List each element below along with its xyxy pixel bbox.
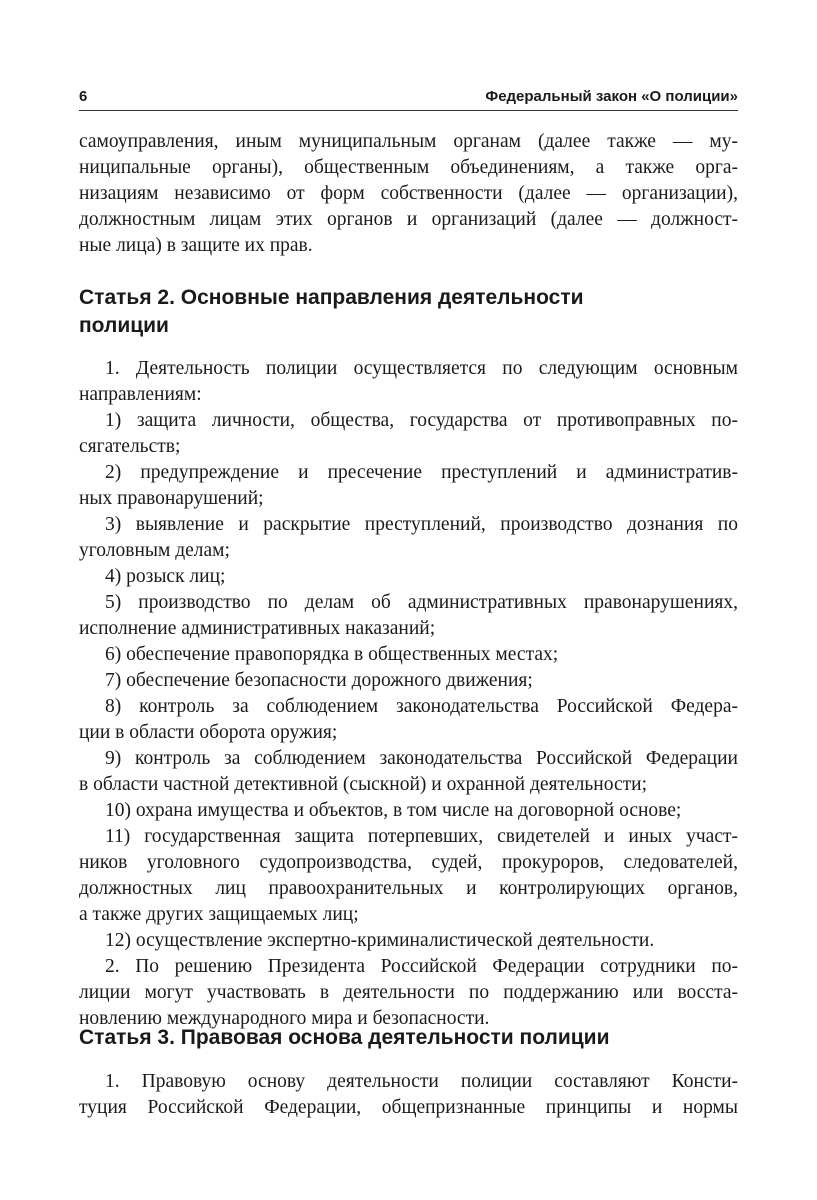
text-line: ниципальные органы), общественным объединениям, а также орга- [79,157,738,178]
text-line: 7) обеспечение безопасности дорожного движения; [105,670,533,691]
text-line: сягательств; [79,436,181,457]
text-line: 5) производство по делам об административных правонарушениях, [105,592,738,613]
text-line: 12) осуществление экспертно-криминалистической деятельности. [105,930,655,951]
header-rule [79,110,738,111]
text-line: в области частной детективной (сыскной) и охранной деятельности; [79,774,647,795]
text-line: 2. По решению Президента Российской Федерации сотрудники по- [105,956,738,977]
intro-paragraph [79,129,738,259]
text-line: а также других защищаемых лиц; [79,904,359,925]
text-line: самоуправления, иным муниципальным органам (далее также — му- [79,131,738,152]
running-header [79,88,738,110]
running-title: Федеральный закон «О полиции» [485,88,738,105]
text-line: низациям независимо от форм собственности (далее — организации), [79,183,738,204]
heading-line: Статья 3. Правовая основа деятельности полиции [79,1026,610,1049]
text-line: направлениям: [79,384,202,405]
text-line: ных правонарушений; [79,488,264,509]
text-line: 1) защита личности, общества, государства от противоправных по- [105,410,738,431]
text-line: 2) предупреждение и пресечение преступлений и административ- [105,462,738,483]
text-line: ции в области оборота оружия; [79,722,338,743]
article-3-body [79,1069,738,1121]
text-line: 1. Деятельность полиции осуществляется по следующим основным [105,358,738,379]
text-line: 1. Правовую основу деятельности полиции составляют Консти- [105,1071,738,1092]
text-line: 11) государственная защита потерпевших, свидетелей и иных участ- [105,826,738,847]
text-line: 10) охрана имущества и объектов, в том числе на договорной основе; [105,800,682,821]
heading-line: полиции [79,314,169,337]
text-line: исполнение административных наказаний; [79,618,436,639]
text-line: туция Российской Федерации, общепризнанные принципы и нормы [79,1097,738,1118]
text-line: новлению международного мира и безопасности. [79,1008,490,1029]
article-2-body [79,356,738,1032]
text-line: ников уголовного судопроизводства, судей, прокуроров, следователей, [79,852,738,873]
heading-line: Статья 2. Основные направления деятельности [79,286,584,309]
text-line: должностным лицам этих органов и организаций (далее — должност- [79,209,738,230]
text-line: 8) контроль за соблюдением законодательства Российской Федера- [105,696,738,717]
text-line: ные лица) в защите их прав. [79,235,313,256]
article-2-heading [79,284,738,340]
article-3-heading [79,1024,738,1052]
page-number: 6 [79,88,88,105]
text-line: уголовным делам; [79,540,230,561]
text-line: 6) обеспечение правопорядка в общественных местах; [105,644,559,665]
text-line: лиции могут участвовать в деятельности по поддержанию или восста- [79,982,738,1003]
text-line: должностных лиц правоохранительных и контролирующих органов, [79,878,738,899]
text-line: 9) контроль за соблюдением законодательства Российской Федерации [105,748,738,769]
text-line: 3) выявление и раскрытие преступлений, производство дознания по [105,514,738,535]
text-line: 4) розыск лиц; [105,566,226,587]
